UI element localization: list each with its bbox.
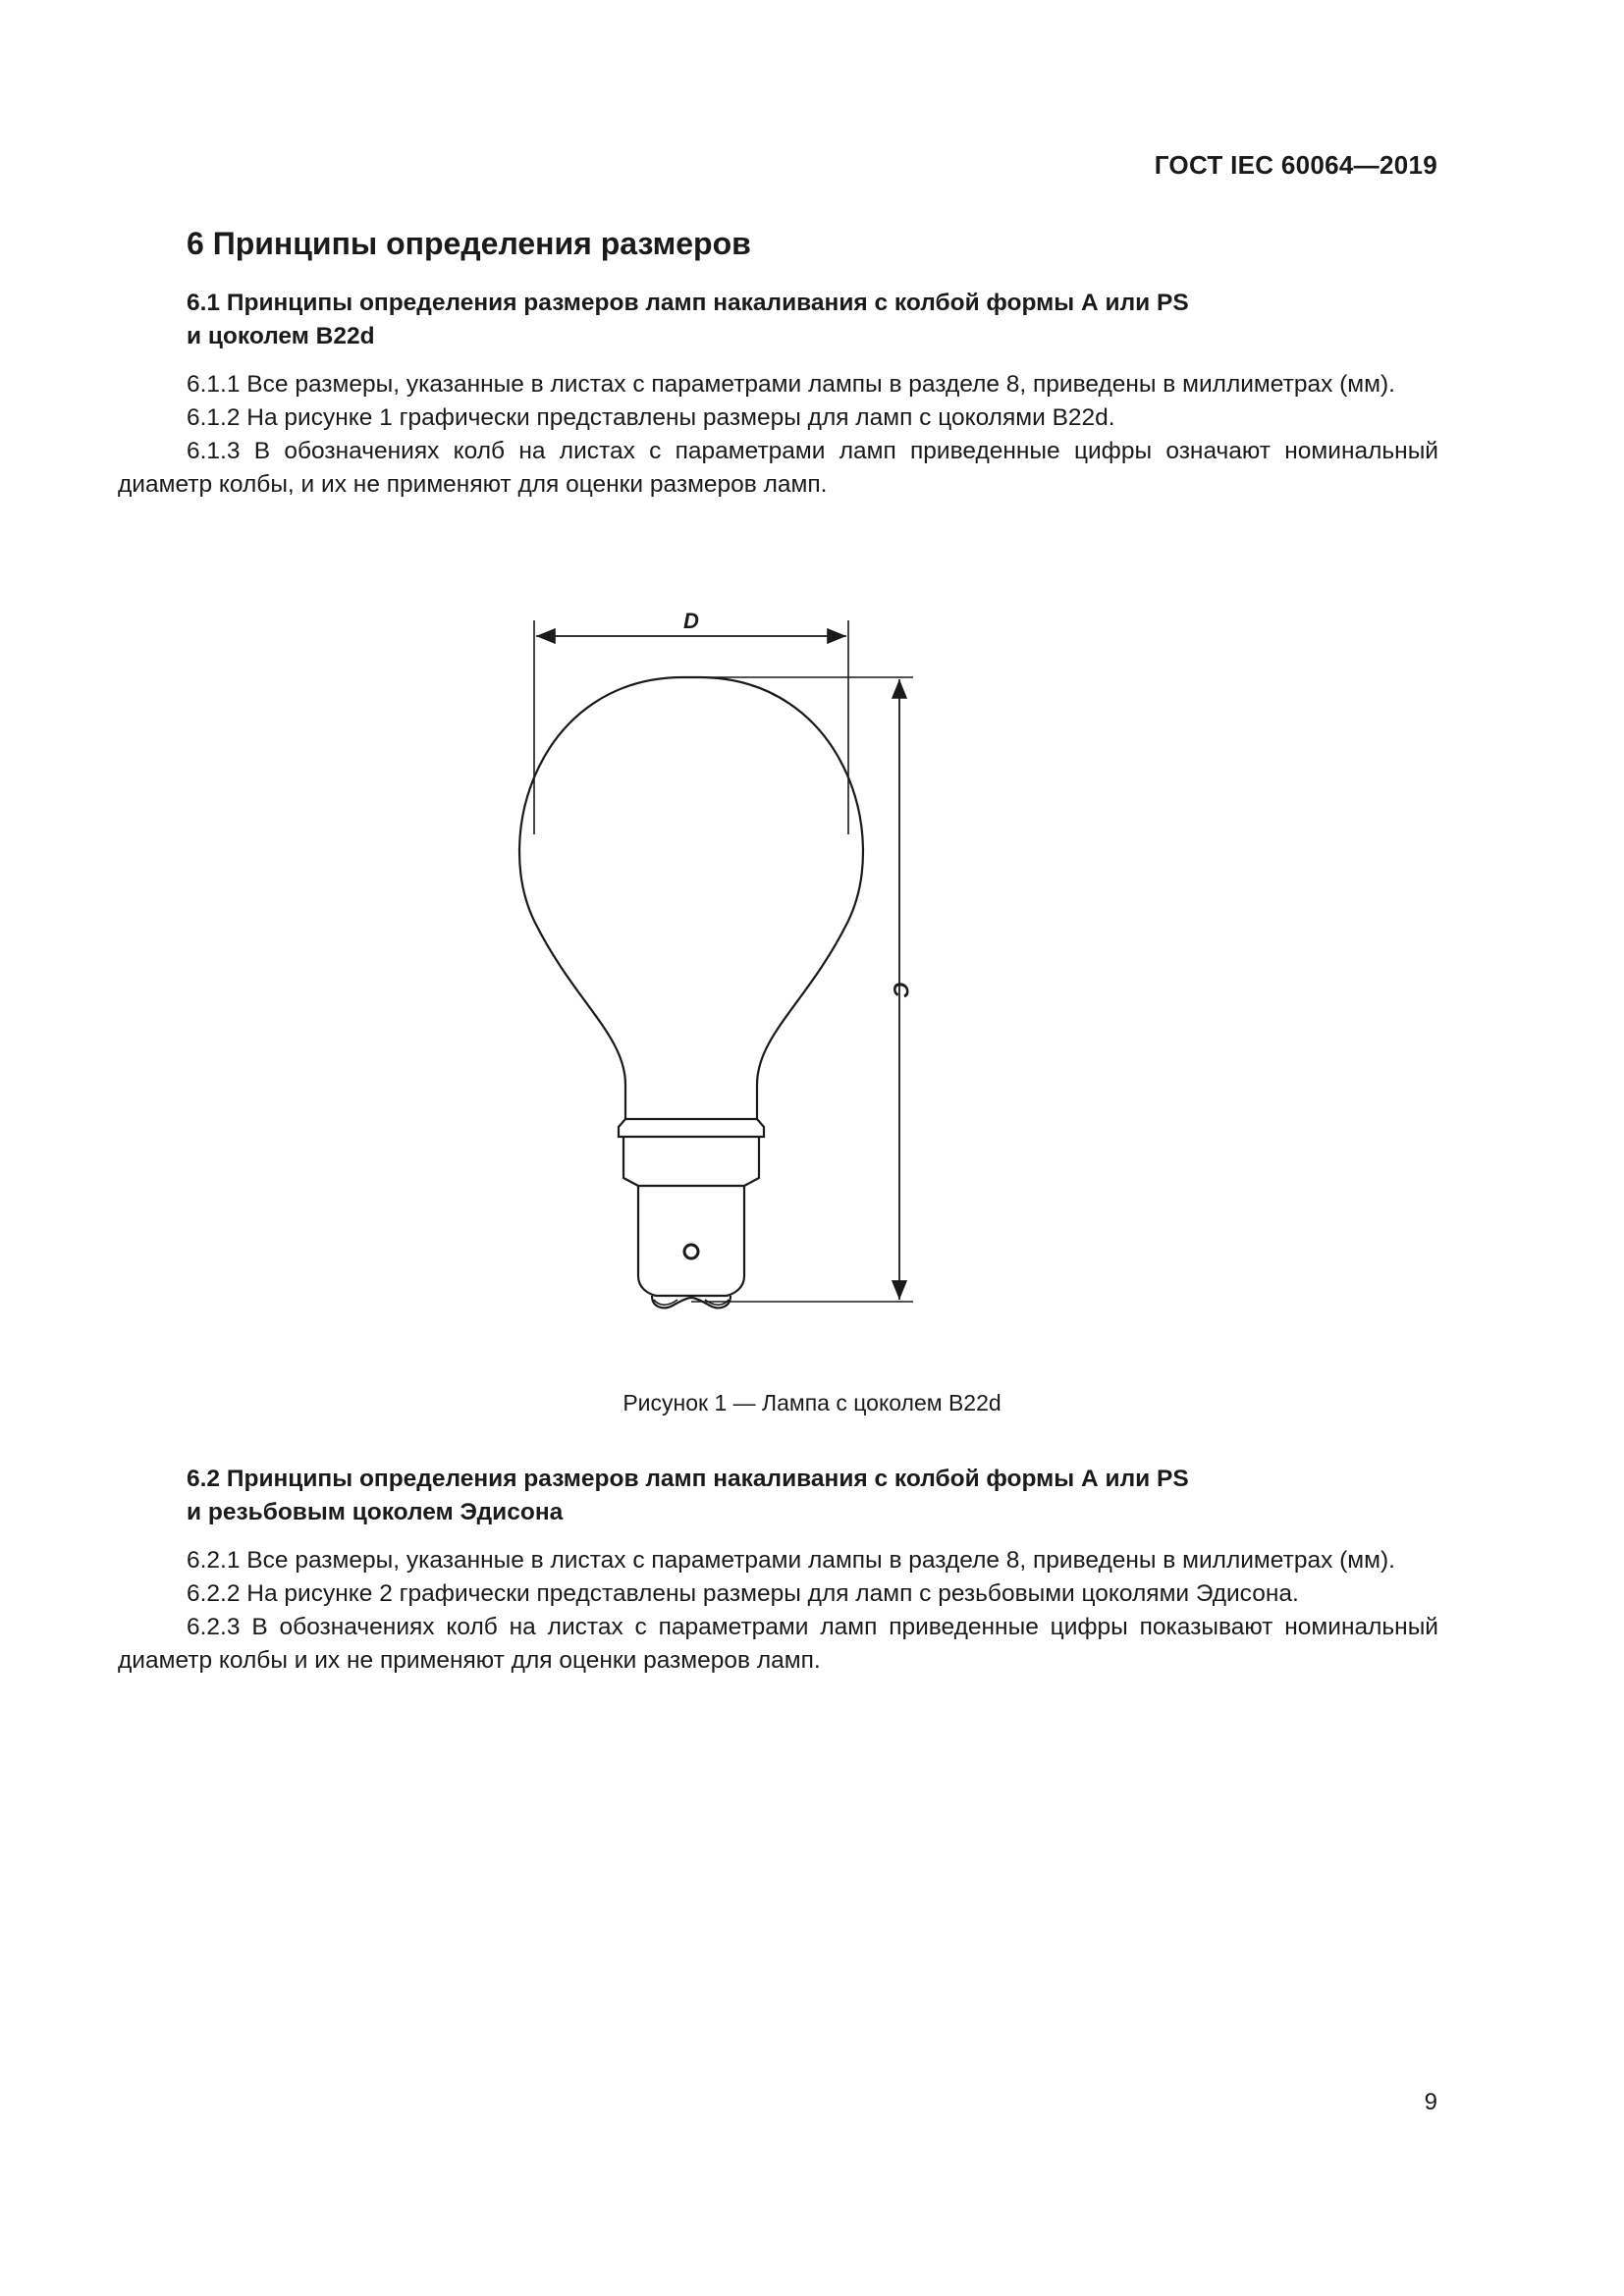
paragraph-6-1-1: 6.1.1 Все размеры, указанные в листах с параметрами лампы в разделе 8, приведены в миллиметрах (мм). <box>187 371 1395 398</box>
bulb-outline <box>519 677 863 1119</box>
dimension-d-label: D <box>683 609 699 633</box>
subsection-6-1-body <box>118 368 1438 502</box>
paragraph-6-1-3: 6.1.3 В обозначениях колб на листах с параметрами ламп приведенные цифры означают номинальный диаметр колбы, и их не применяют для оценки размеров ламп. <box>118 438 1438 498</box>
subsection-6-2-body <box>118 1544 1438 1678</box>
subsection-6-1-title-line2: и цоколем B22d <box>187 323 375 349</box>
document-code: ГОСТ IEC 60064—2019 <box>1154 150 1437 180</box>
dimension-c-label: C <box>889 982 913 997</box>
figure-1-caption: Рисунок 1 — Лампа с цоколем B22d <box>623 1390 1001 1415</box>
section-title: 6 Принципы определения размеров <box>187 226 751 261</box>
cap-body <box>638 1186 744 1296</box>
paragraph-6-2-3: 6.2.3 В обозначениях колб на листах с параметрами ламп приведенные цифры показывают номинальный диаметр колбы и их не применяют для оценки размеров ламп. <box>118 1614 1438 1674</box>
bayonet-pin <box>684 1245 698 1258</box>
paragraph-6-2-2: 6.2.2 На рисунке 2 графически представлены размеры для ламп с резьбовыми цоколями Эдисона. <box>187 1580 1299 1607</box>
subsection-6-2-title-line2: и резьбовым цоколем Эдисона <box>187 1499 564 1525</box>
subsection-6-2-title <box>187 1463 1365 1529</box>
figure-1-lamp-b22d <box>511 589 1060 1335</box>
cap-shoulder <box>623 1137 759 1186</box>
lamp-drawing <box>511 589 1060 1335</box>
subsection-6-1-title <box>187 287 1365 353</box>
paragraph-6-2-1: 6.2.1 Все размеры, указанные в листах с параметрами лампы в разделе 8, приведены в миллиметрах (мм). <box>187 1547 1395 1574</box>
paragraph-6-1-2: 6.1.2 На рисунке 1 графически представлены размеры для ламп с цоколями B22d. <box>187 404 1115 431</box>
bulb-neck-collar <box>619 1119 764 1137</box>
subsection-6-1-title-line1: 6.1 Принципы определения размеров ламп накаливания с колбой формы А или PS <box>187 290 1189 316</box>
subsection-6-2-title-line1: 6.2 Принципы определения размеров ламп накаливания с колбой формы А или PS <box>187 1466 1189 1492</box>
page-number: 9 <box>1424 2089 1437 2115</box>
